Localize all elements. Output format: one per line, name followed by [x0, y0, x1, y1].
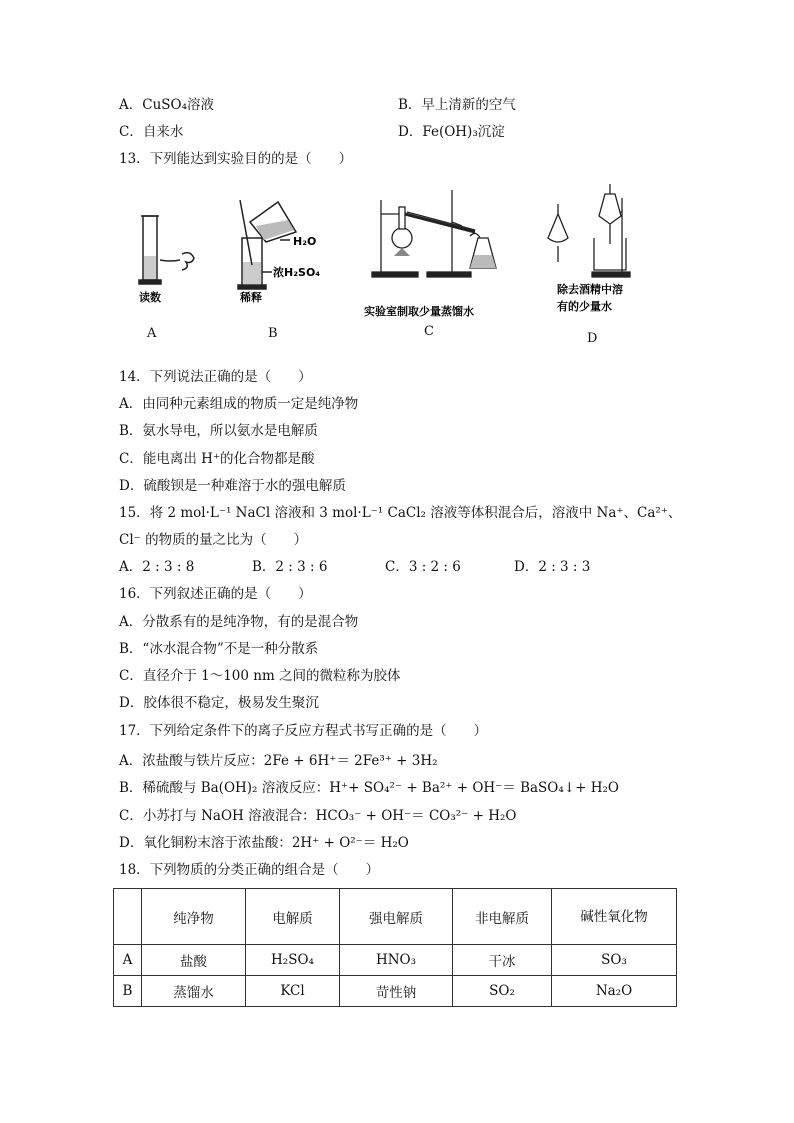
table-cell: HNO₃ — [340, 945, 453, 976]
figure-a-letter: A — [147, 326, 157, 341]
classification-table — [113, 888, 677, 1007]
figure-b-letter: B — [268, 326, 278, 341]
table-header-cell: 非电解质 — [453, 889, 552, 945]
table-row — [114, 945, 677, 976]
figure-d-label-line1: 除去酒精中溶 — [557, 283, 623, 296]
table-header-row — [114, 889, 677, 945]
figure-c-distillation — [372, 190, 496, 277]
q14-option-c: C．能电离出 H⁺的化合物都是酸 — [119, 451, 315, 467]
q14-stem: 14．下列说法正确的是（ ） — [119, 369, 312, 385]
table-header-cell — [114, 889, 142, 945]
table-cell: KCl — [246, 976, 340, 1007]
q16-stem: 16．下列叙述正确的是（ ） — [119, 586, 312, 602]
q16-option-c: C．直径介于 1～100 nm 之间的微粒称为胶体 — [119, 668, 401, 684]
figure-d-label-line2: 有的少量水 — [557, 300, 612, 313]
table-header-cell: 纯净物 — [142, 889, 246, 945]
table-header-cell: 碱性氧化物 — [552, 889, 677, 945]
q15-stem-line1: 15．将 2 mol·L⁻¹ NaCl 溶液和 3 mol·L⁻¹ CaCl₂ 溶液等体积混合后，溶液中 Na⁺、Ca²⁺、 — [119, 505, 682, 521]
q15-option-b: B．2 : 3 : 6 — [252, 559, 328, 575]
q13-figures — [0, 0, 794, 360]
q15-option-c: C．3 : 2 : 6 — [385, 559, 461, 575]
q13-stem: 13．下列能达到实验目的的是（ ） — [119, 151, 353, 167]
q17-option-c: C．小苏打与 NaOH 溶液混合：HCO₃⁻ + OH⁻＝ CO₃²⁻ + H₂O — [119, 808, 517, 824]
q18-stem: 18．下列物质的分类正确的组合是（ ） — [119, 862, 380, 878]
q15-stem-line2: Cl⁻ 的物质的量之比为（ ） — [119, 532, 308, 548]
q16-option-b: B．“冰水混合物”不是一种分散系 — [119, 641, 319, 657]
figure-b-water-label: H₂O — [293, 235, 317, 248]
figure-d-separatory-funnel — [548, 184, 630, 277]
figure-a-label: 读数 — [139, 291, 161, 304]
table-cell: SO₃ — [552, 945, 677, 976]
table-cell: 盐酸 — [142, 945, 246, 976]
q14-option-d: D．硫酸钡是一种难溶于水的强电解质 — [119, 478, 346, 494]
q16-option-d: D．胶体很不稳定，极易发生聚沉 — [119, 695, 319, 711]
figure-c-label: 实验室制取少量蒸馏水 — [364, 305, 474, 318]
figure-a-cylinder — [139, 216, 194, 284]
table-cell: SO₂ — [453, 976, 552, 1007]
table-cell: 蒸馏水 — [142, 976, 246, 1007]
q12-option-d: D．Fe(OH)₃沉淀 — [398, 124, 505, 140]
q14-option-b: B．氨水导电，所以氨水是电解质 — [119, 423, 318, 439]
figure-c-letter: C — [424, 324, 434, 339]
q17-option-d: D．氧化铜粉末溶于浓盐酸：2H⁺ + O²⁻＝ H₂O — [119, 835, 409, 851]
q17-option-b: B．稀硫酸与 Ba(OH)₂ 溶液反应：H⁺+ SO₄²⁻ + Ba²⁺ + OH⁻＝ BaSO₄↓+ H₂O — [119, 780, 619, 796]
table-cell: Na₂O — [552, 976, 677, 1007]
table-cell: 干冰 — [453, 945, 552, 976]
q15-option-a: A．2 : 3 : 8 — [119, 559, 195, 575]
table-cell: 苛性钠 — [340, 976, 453, 1007]
figure-b-acid-label: 浓H₂SO₄ — [273, 266, 321, 279]
figure-b-label: 稀释 — [240, 291, 262, 304]
table-row — [114, 976, 677, 1007]
q16-option-a: A．分散系有的是纯净物，有的是混合物 — [119, 614, 359, 630]
q15-option-d: D．2 : 3 : 3 — [514, 559, 591, 575]
q14-option-a: A．由同种元素组成的物质一定是纯净物 — [119, 396, 359, 412]
q12-option-a: A．CuSO₄溶液 — [119, 97, 215, 113]
q17-stem: 17．下列给定条件下的离子反应方程式书写正确的是（ ） — [119, 723, 488, 739]
table-cell: A — [114, 945, 142, 976]
q17-option-a: A．浓盐酸与铁片反应：2Fe + 6H⁺＝ 2Fe³⁺ + 3H₂ — [119, 753, 438, 769]
table-header-cell: 电解质 — [246, 889, 340, 945]
table-cell: H₂SO₄ — [246, 945, 340, 976]
figure-d-letter: D — [587, 331, 598, 346]
table-cell: B — [114, 976, 142, 1007]
q12-option-b: B．早上清新的空气 — [398, 97, 516, 113]
q12-option-c: C．自来水 — [119, 124, 184, 140]
table-header-cell: 强电解质 — [340, 889, 453, 945]
